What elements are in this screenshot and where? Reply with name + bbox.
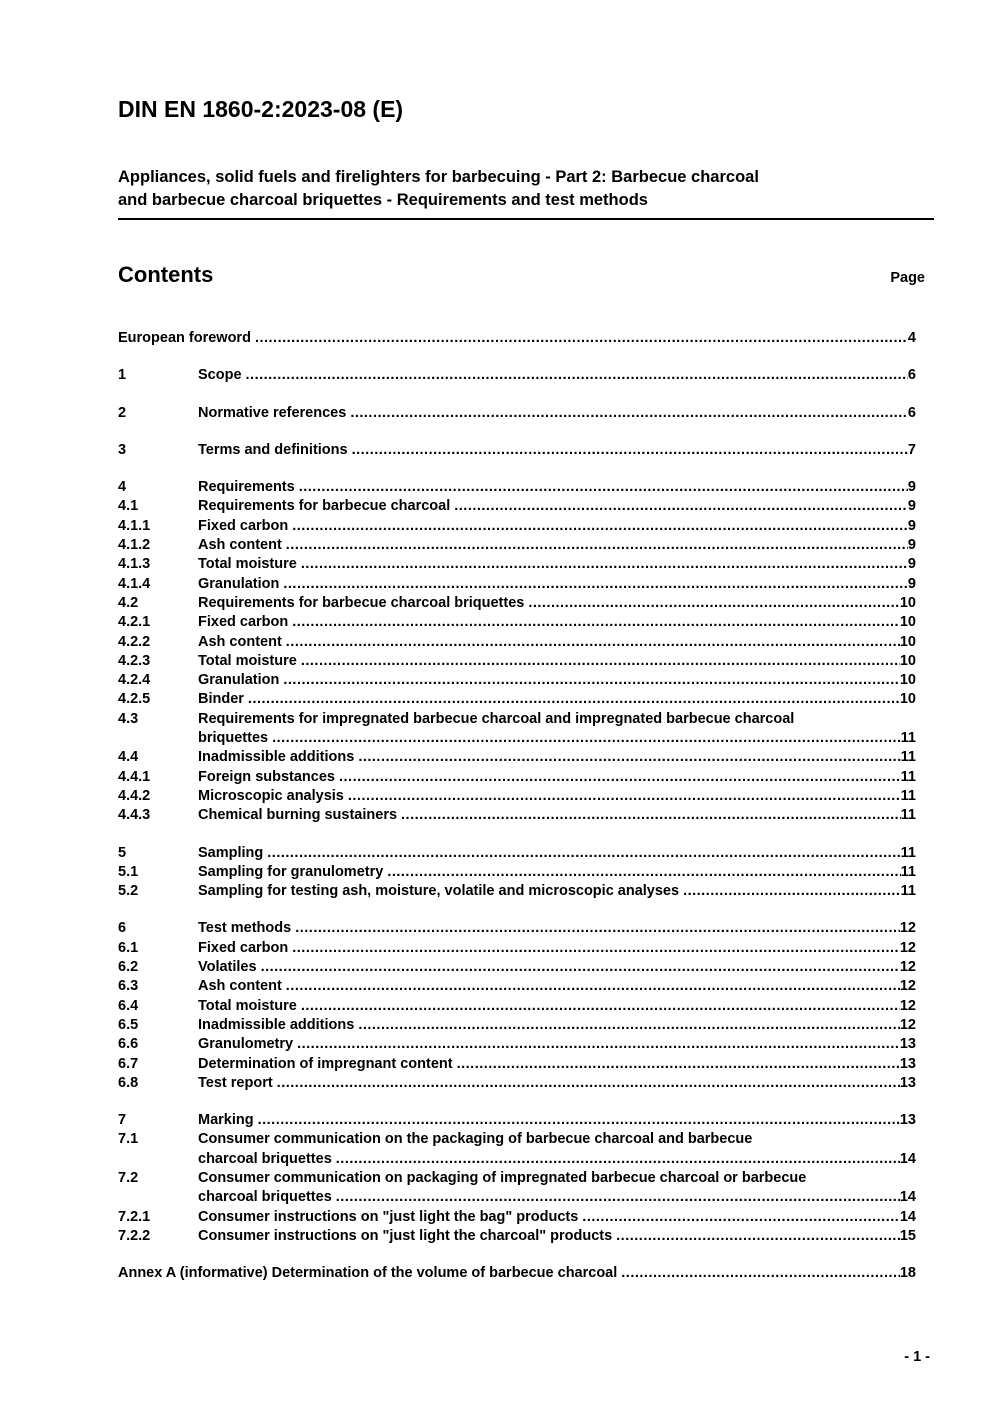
toc-dot-leader — [616, 1227, 900, 1246]
toc-dot-leader — [358, 748, 900, 767]
toc-entry — [118, 366, 916, 385]
toc-entry — [118, 958, 916, 977]
toc-dot-leader — [401, 806, 901, 825]
toc-entry — [118, 1074, 916, 1093]
toc-dot-leader — [348, 787, 901, 806]
toc-entry-number: 4.1.2 — [118, 537, 151, 554]
page-column-label: Page — [890, 270, 925, 286]
toc-entry-title: Annex A (informative) Determination of the volume of barbecue charcoal — [118, 1265, 618, 1282]
toc-dot-leader — [528, 594, 900, 613]
toc-entry-page: 9 — [907, 498, 916, 515]
toc-entry-title: Granulation — [198, 575, 280, 592]
toc-entry — [118, 1169, 916, 1188]
toc-dot-leader — [295, 919, 900, 938]
toc-entry-title: Marking — [198, 1112, 254, 1129]
toc-entry-title: Inadmissible additions — [198, 749, 355, 766]
toc-entry-number: 6.5 — [118, 1016, 139, 1033]
toc-entry-page: 9 — [907, 537, 916, 554]
toc-entry — [118, 517, 916, 536]
toc-entry — [118, 1188, 916, 1207]
toc-entry-number: 4.4 — [118, 749, 139, 766]
toc-dot-leader — [582, 1208, 900, 1227]
toc-entry-page: 12 — [899, 1016, 916, 1033]
toc-entry-title: Consumer instructions on "just light the charcoal" products — [198, 1227, 613, 1244]
toc-entry-title: Scope — [198, 367, 242, 384]
toc-entry-title: briquettes — [198, 730, 269, 747]
toc-dot-leader — [283, 575, 908, 594]
toc-entry-number: 4.4.3 — [118, 807, 151, 824]
toc-entry-page: 12 — [899, 959, 916, 976]
toc-entry-page: 11 — [900, 863, 916, 880]
toc-entry-title: Inadmissible additions — [198, 1016, 355, 1033]
toc-dot-leader — [301, 997, 900, 1016]
toc-entry — [118, 806, 916, 825]
toc-entry-page: 11 — [900, 807, 916, 824]
toc-dot-leader — [286, 536, 908, 555]
toc-entry-title: Determination of impregnant content — [198, 1055, 453, 1072]
toc-entry-title: Requirements for barbecue charcoal briquettes — [198, 594, 525, 611]
toc-entry-title: European foreword — [118, 330, 251, 346]
toc-dot-leader — [454, 497, 908, 516]
toc-entry — [118, 863, 916, 882]
toc-entry-number: 4.2.4 — [118, 672, 151, 689]
toc-entry-number: 5 — [118, 844, 127, 861]
toc-entry-number: 6.3 — [118, 978, 139, 995]
toc-entry-number: 6.6 — [118, 1036, 139, 1053]
toc-dot-leader — [336, 1188, 900, 1207]
table-of-contents — [118, 329, 934, 1283]
toc-entry — [118, 977, 916, 996]
toc-entry-page: 15 — [899, 1227, 916, 1244]
toc-entry — [118, 997, 916, 1016]
toc-group — [118, 1264, 916, 1283]
toc-dot-leader — [457, 1055, 900, 1074]
toc-entry-title: Sampling — [198, 844, 264, 861]
contents-heading: Contents — [118, 262, 214, 287]
toc-entry-number: 6.4 — [118, 997, 139, 1014]
toc-entry-number: 2 — [118, 404, 127, 421]
toc-entry-title: Fixed carbon — [198, 939, 289, 956]
toc-entry-number: 4.2 — [118, 594, 139, 611]
toc-entry-page: 6 — [907, 404, 916, 421]
document-title — [118, 166, 934, 220]
toc-entry-title: Requirements for barbecue charcoal — [198, 498, 451, 515]
toc-entry-number: 4.2.3 — [118, 652, 151, 669]
toc-dot-leader — [246, 366, 908, 385]
toc-group — [118, 1111, 916, 1246]
toc-entry-number: 4.4.1 — [118, 768, 151, 785]
toc-dot-leader — [387, 863, 900, 882]
toc-entry-title: Total moisture — [198, 652, 297, 669]
toc-entry — [118, 1227, 916, 1246]
toc-dot-leader — [292, 939, 900, 958]
toc-entry — [118, 1035, 916, 1054]
toc-entry-page: 9 — [907, 556, 916, 573]
toc-entry — [118, 594, 916, 613]
toc-entry-number: 7.1 — [118, 1131, 139, 1148]
toc-entry-number: 7 — [118, 1112, 127, 1129]
toc-entry — [118, 939, 916, 958]
toc-dot-leader — [683, 882, 901, 901]
toc-entry-page: 12 — [899, 939, 916, 956]
toc-entry-title: Granulation — [198, 672, 280, 689]
toc-entry-number: 4.2.5 — [118, 691, 151, 708]
toc-group — [118, 366, 916, 385]
toc-entry-number: 7.2.1 — [118, 1208, 151, 1225]
toc-entry-title: Ash content — [198, 537, 282, 554]
toc-entry — [118, 787, 916, 806]
toc-entry — [118, 404, 916, 423]
toc-entry-page: 12 — [899, 978, 916, 995]
toc-entry-number: 4.1.1 — [118, 517, 151, 534]
toc-group — [118, 404, 916, 423]
toc-entry-number: 7.2 — [118, 1169, 139, 1186]
toc-entry-page: 13 — [899, 1112, 916, 1129]
toc-dot-leader — [272, 729, 901, 748]
toc-dot-leader — [292, 613, 900, 632]
toc-entry-page: 9 — [907, 517, 916, 534]
toc-dot-leader — [336, 1150, 900, 1169]
toc-dot-leader — [621, 1264, 900, 1283]
toc-entry-page: 11 — [900, 768, 916, 785]
toc-group — [118, 441, 916, 460]
toc-entry-number: 4.1.3 — [118, 556, 151, 573]
toc-entry-page: 12 — [899, 997, 916, 1014]
toc-entry-page: 14 — [899, 1208, 916, 1225]
toc-group — [118, 844, 916, 902]
toc-entry — [118, 1264, 916, 1283]
toc-entry-title: Consumer communication on packaging of impregnated barbecue charcoal or barbecue — [198, 1169, 807, 1186]
toc-entry-title: Terms and definitions — [198, 441, 348, 458]
toc-group — [118, 329, 916, 348]
toc-entry-page: 4 — [907, 330, 916, 346]
toc-entry-page: 10 — [899, 614, 916, 631]
toc-entry-number: 4.2.2 — [118, 633, 151, 650]
toc-entry-title: Normative references — [198, 404, 347, 421]
toc-entry-title: Consumer communication on the packaging of barbecue charcoal and barbecue — [198, 1131, 753, 1148]
toc-entry-page: 11 — [900, 787, 916, 804]
toc-entry-title: Ash content — [198, 978, 282, 995]
toc-entry-title: Total moisture — [198, 556, 297, 573]
toc-entry-page: 11 — [900, 730, 916, 747]
toc-group — [118, 478, 916, 825]
toc-entry-number: 4.2.1 — [118, 614, 151, 631]
toc-entry — [118, 1150, 916, 1169]
toc-dot-leader — [267, 844, 900, 863]
toc-entry — [118, 555, 916, 574]
toc-entry-title: Consumer instructions on "just light the bag" products — [198, 1208, 579, 1225]
toc-entry-page: 11 — [900, 883, 916, 900]
toc-entry — [118, 844, 916, 863]
contents-header — [118, 262, 934, 288]
toc-entry-title: charcoal briquettes — [198, 1150, 332, 1167]
toc-entry-number: 5.1 — [118, 863, 139, 880]
toc-entry — [118, 329, 916, 348]
toc-entry — [118, 478, 916, 497]
toc-entry — [118, 1208, 916, 1227]
toc-entry-page: 14 — [899, 1189, 916, 1206]
document-title-line-1: Appliances, solid fuels and firelighters for barbecuing - Part 2: Barbecue charcoal — [118, 168, 759, 186]
toc-entry-page: 9 — [907, 575, 916, 592]
toc-entry-number: 6.8 — [118, 1074, 139, 1091]
toc-dot-leader — [350, 404, 908, 423]
toc-entry-number: 1 — [118, 367, 127, 384]
toc-entry-page: 13 — [899, 1074, 916, 1091]
toc-entry — [118, 919, 916, 938]
page-number: - 1 - — [904, 1349, 930, 1366]
toc-entry — [118, 575, 916, 594]
toc-entry — [118, 1111, 916, 1130]
toc-entry — [118, 441, 916, 460]
toc-entry — [118, 497, 916, 516]
toc-entry-page: 13 — [899, 1055, 916, 1072]
toc-entry-number: 3 — [118, 441, 127, 458]
toc-entry — [118, 768, 916, 787]
toc-entry-page: 9 — [907, 479, 916, 496]
toc-entry-page: 14 — [899, 1150, 916, 1167]
toc-entry-number: 4.3 — [118, 710, 139, 727]
toc-entry-page: 10 — [899, 672, 916, 689]
toc-entry — [118, 1130, 916, 1149]
toc-entry — [118, 710, 916, 729]
toc-dot-leader — [286, 977, 900, 996]
toc-dot-leader — [286, 633, 900, 652]
toc-entry-page: 6 — [907, 367, 916, 384]
toc-entry-page: 7 — [907, 441, 916, 458]
toc-entry — [118, 536, 916, 555]
toc-entry-title: Ash content — [198, 633, 282, 650]
toc-entry-page: 12 — [899, 920, 916, 937]
toc-dot-leader — [255, 329, 908, 348]
toc-entry — [118, 652, 916, 671]
toc-entry-page: 10 — [899, 594, 916, 611]
toc-dot-leader — [258, 1111, 900, 1130]
toc-entry-title: Foreign substances — [198, 768, 335, 785]
toc-entry-title: Total moisture — [198, 997, 297, 1014]
toc-entry-title: Test report — [198, 1074, 273, 1091]
toc-entry-title: charcoal briquettes — [198, 1189, 332, 1206]
toc-dot-leader — [248, 690, 900, 709]
toc-entry — [118, 882, 916, 901]
toc-entry — [118, 633, 916, 652]
toc-entry-number: 7.2.2 — [118, 1227, 151, 1244]
toc-entry — [118, 690, 916, 709]
toc-dot-leader — [277, 1074, 900, 1093]
toc-dot-leader — [301, 555, 908, 574]
toc-entry — [118, 671, 916, 690]
toc-entry — [118, 748, 916, 767]
toc-entry-page: 10 — [899, 691, 916, 708]
toc-entry-title: Test methods — [198, 920, 292, 937]
toc-entry-title: Fixed carbon — [198, 517, 289, 534]
toc-entry-title: Granulometry — [198, 1036, 294, 1053]
toc-entry-number: 4.4.2 — [118, 787, 151, 804]
document-number: DIN EN 1860-2:2023-08 (E) — [118, 96, 404, 122]
toc-entry-page: 11 — [900, 749, 916, 766]
toc-entry-title: Requirements — [198, 479, 295, 496]
toc-entry-page: 13 — [899, 1036, 916, 1053]
toc-entry-title: Volatiles — [198, 959, 257, 976]
toc-entry-number: 6.2 — [118, 959, 139, 976]
toc-dot-leader — [292, 517, 908, 536]
toc-entry — [118, 613, 916, 632]
toc-dot-leader — [352, 441, 908, 460]
toc-entry-page: 18 — [899, 1265, 916, 1282]
toc-entry-number: 6.1 — [118, 939, 139, 956]
toc-entry — [118, 1055, 916, 1074]
document-title-line-2: and barbecue charcoal briquettes - Requirements and test methods — [118, 191, 648, 209]
toc-group — [118, 919, 916, 1093]
page-footer — [118, 1349, 934, 1365]
toc-dot-leader — [301, 652, 900, 671]
toc-dot-leader — [358, 1016, 900, 1035]
toc-entry-title: Chemical burning sustainers — [198, 807, 398, 824]
toc-entry-title: Fixed carbon — [198, 614, 289, 631]
toc-dot-leader — [339, 768, 901, 787]
toc-entry-number: 4 — [118, 479, 127, 496]
toc-entry-page: 11 — [900, 844, 916, 861]
toc-dot-leader — [261, 958, 900, 977]
toc-entry-number: 6.7 — [118, 1055, 139, 1072]
toc-entry-number: 5.2 — [118, 883, 139, 900]
toc-entry-title: Sampling for testing ash, moisture, volatile and microscopic analyses — [198, 883, 680, 900]
toc-entry — [118, 729, 916, 748]
toc-entry — [118, 1016, 916, 1035]
toc-entry-title: Sampling for granulometry — [198, 863, 384, 880]
toc-entry-page: 10 — [899, 633, 916, 650]
toc-entry-title: Requirements for impregnated barbecue charcoal and impregnated barbecue charcoal — [198, 710, 795, 727]
toc-dot-leader — [283, 671, 899, 690]
toc-entry-page: 10 — [899, 652, 916, 669]
toc-entry-number: 6 — [118, 920, 127, 937]
toc-dot-leader — [297, 1035, 900, 1054]
toc-entry-number: 4.1.4 — [118, 575, 151, 592]
toc-entry-title: Binder — [198, 691, 244, 708]
toc-entry-number: 4.1 — [118, 498, 139, 515]
toc-dot-leader — [299, 478, 908, 497]
toc-entry-title: Microscopic analysis — [198, 787, 344, 804]
